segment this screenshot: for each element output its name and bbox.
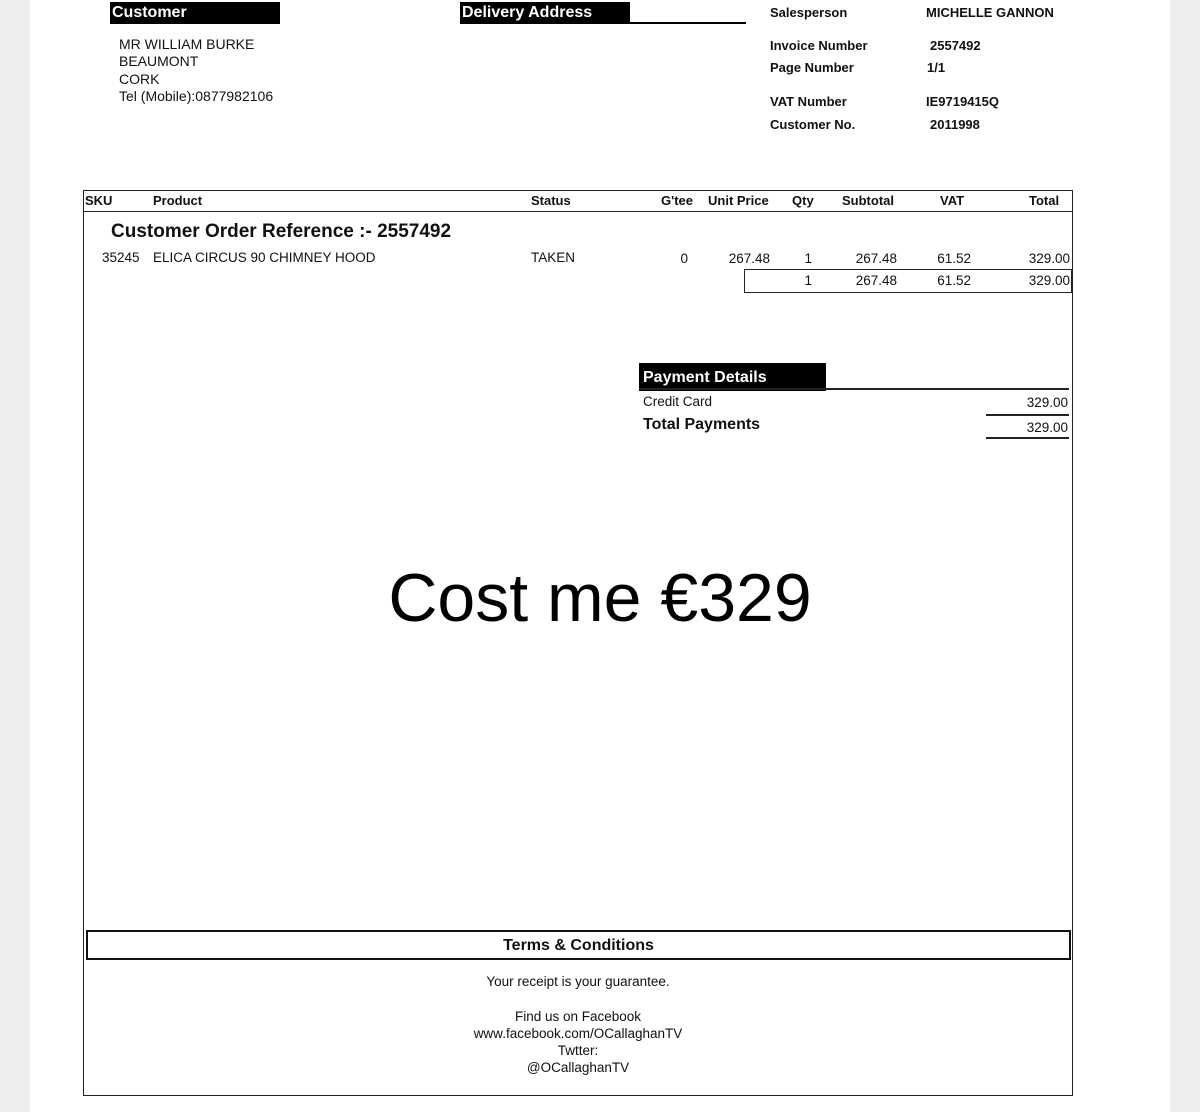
line-items-frame xyxy=(83,190,1073,1096)
customer-address-line1: BEAUMONT xyxy=(119,53,199,69)
invoice-number-label: Invoice Number xyxy=(770,38,868,53)
total-payments-rule xyxy=(986,437,1069,439)
terms-conditions-header: Terms & Conditions xyxy=(86,930,1071,960)
salesperson-label: Salesperson xyxy=(770,5,848,20)
totals-qty: 1 xyxy=(804,273,812,288)
col-product: Product xyxy=(153,193,203,208)
twitter-handle: @OCallaghanTV xyxy=(526,1060,630,1075)
row-gtee: 0 xyxy=(680,251,688,266)
total-payments-amount: 329.00 xyxy=(1026,420,1068,435)
row-vat: 61.52 xyxy=(937,251,971,266)
facebook-url: www.facebook.com/OCallaghanTV xyxy=(473,1026,683,1041)
payment-details-header: Payment Details xyxy=(639,363,826,391)
row-qty: 1 xyxy=(804,251,812,266)
page-number-label: Page Number xyxy=(770,60,854,75)
twitter-label: Twtter: xyxy=(557,1043,599,1058)
vat-number-value: IE9719415Q xyxy=(926,94,1000,109)
col-gtee: G'tee xyxy=(661,193,693,208)
facebook-label: Find us on Facebook xyxy=(514,1009,642,1024)
delivery-header-rule xyxy=(460,22,746,24)
payment-method: Credit Card xyxy=(643,394,713,409)
row-unit-price: 267.48 xyxy=(728,251,770,266)
col-total: Total xyxy=(1029,193,1060,208)
totals-vat: 61.52 xyxy=(937,273,971,288)
row-status: TAKEN xyxy=(531,250,576,265)
guarantee-text: Your receipt is your guarantee. xyxy=(486,974,670,989)
col-sku: SKU xyxy=(85,193,113,208)
customer-header: Customer xyxy=(110,2,280,24)
row-sku: 35245 xyxy=(102,250,140,265)
cost-annotation: Cost me €329 xyxy=(388,560,812,636)
page-number-value: 1/1 xyxy=(927,60,946,75)
col-vat: VAT xyxy=(940,193,965,208)
customer-no-label: Customer No. xyxy=(770,117,856,132)
column-header-rule xyxy=(83,211,1073,212)
totals-total: 329.00 xyxy=(1028,273,1070,288)
delivery-address-header: Delivery Address xyxy=(460,2,630,24)
invoice-number-value: 2557492 xyxy=(930,38,981,53)
col-qty: Qty xyxy=(792,193,814,208)
col-status: Status xyxy=(531,193,571,208)
row-subtotal: 267.48 xyxy=(855,251,897,266)
payment-method-amount: 329.00 xyxy=(1026,395,1068,410)
col-subtotal: Subtotal xyxy=(842,193,894,208)
vat-number-label: VAT Number xyxy=(770,94,847,109)
customer-phone: Tel (Mobile):0877982106 xyxy=(119,88,274,104)
row-product: ELICA CIRCUS 90 CHIMNEY HOOD xyxy=(153,250,376,265)
customer-address-line2: CORK xyxy=(119,71,160,87)
customer-header-rule xyxy=(110,22,280,24)
row-total: 329.00 xyxy=(1028,251,1070,266)
payment-header-rule xyxy=(639,388,1069,390)
customer-name: MR WILLIAM BURKE xyxy=(119,36,255,52)
payment-amount-rule xyxy=(986,414,1069,416)
col-unit-price: Unit Price xyxy=(708,193,769,208)
totals-subtotal: 267.48 xyxy=(855,273,897,288)
customer-no-value: 2011998 xyxy=(930,117,980,132)
order-reference: Customer Order Reference :- 2557492 xyxy=(111,221,452,242)
total-payments-label: Total Payments xyxy=(643,416,761,433)
salesperson-value: MICHELLE GANNON xyxy=(926,5,1054,20)
